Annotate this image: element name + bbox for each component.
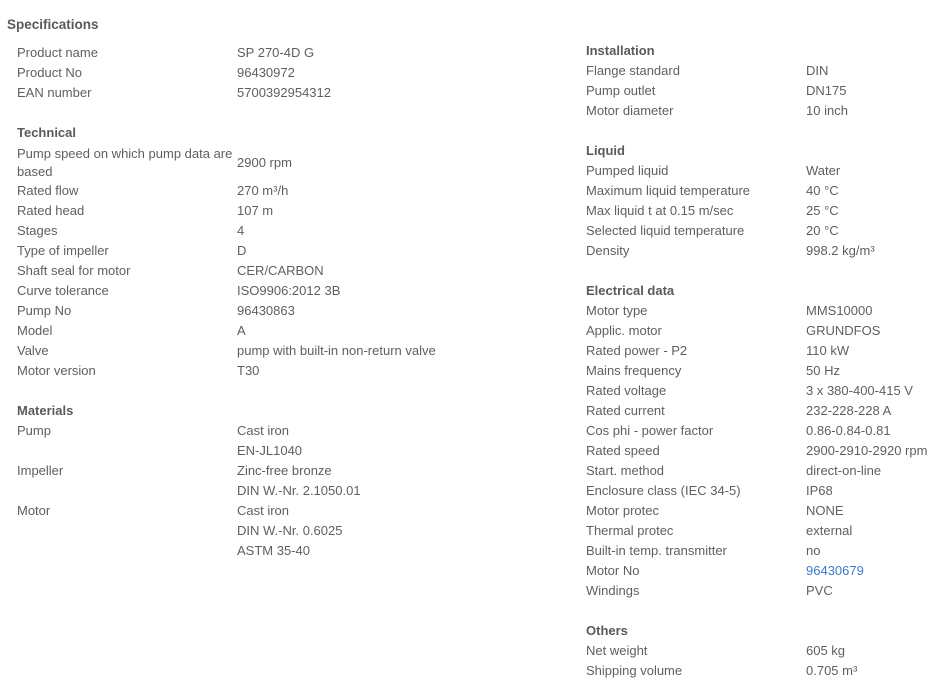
- spec-label: Mains frequency: [586, 363, 682, 378]
- spec-label: Pumped liquid: [586, 163, 669, 178]
- spec-value: PVC: [806, 583, 833, 598]
- spec-value: 96430863: [237, 303, 295, 318]
- spec-label: Motor type: [586, 303, 648, 318]
- spec-label: Cos phi - power factor: [586, 423, 714, 438]
- page-title: Specifications: [7, 17, 99, 32]
- section-heading-liquid: Liquid: [586, 143, 625, 158]
- motor-no-link[interactable]: 96430679: [806, 563, 864, 578]
- spec-value: T30: [237, 363, 260, 378]
- spec-value: ASTM 35-40: [237, 543, 310, 558]
- spec-label: Pump: [17, 423, 51, 438]
- spec-label: Pump speed on which pump data are based: [17, 146, 233, 179]
- spec-label: Pump outlet: [586, 83, 656, 98]
- spec-value: GRUNDFOS: [806, 323, 881, 338]
- spec-value: 10 inch: [806, 103, 848, 118]
- spec-label: Curve tolerance: [17, 283, 109, 298]
- spec-label: Built-in temp. transmitter: [586, 543, 727, 558]
- spec-label: Type of impeller: [17, 243, 109, 258]
- spec-value: 110 kW: [806, 343, 850, 358]
- spec-value: Cast iron: [237, 423, 290, 438]
- spec-value: SP 270-4D G: [237, 45, 315, 60]
- spec-value: direct-on-line: [806, 463, 882, 478]
- section-heading-installation: Installation: [586, 43, 655, 58]
- spec-label: Pump No: [17, 303, 72, 318]
- spec-label: Rated speed: [586, 443, 660, 458]
- spec-label: Valve: [17, 343, 49, 358]
- spec-value: no: [806, 543, 821, 558]
- spec-value: EN-JL1040: [237, 443, 303, 458]
- spec-value: 2900-2910-2920 rpm: [806, 443, 928, 458]
- spec-value: IP68: [806, 483, 833, 498]
- spec-label: Max liquid t at 0.15 m/sec: [586, 203, 734, 218]
- section-heading-electrical: Electrical data: [586, 283, 675, 298]
- spec-value: Cast iron: [237, 503, 290, 518]
- spec-value: DN175: [806, 83, 847, 98]
- spec-value: Zinc-free bronze: [237, 463, 332, 478]
- spec-value: 25 °C: [806, 203, 839, 218]
- spec-value: pump with built-in non-return valve: [237, 343, 436, 358]
- spec-value: external: [806, 523, 853, 538]
- spec-label: Rated head: [17, 203, 85, 218]
- spec-value: DIN W.-Nr. 0.6025: [237, 523, 343, 538]
- spec-value: 2900 rpm: [237, 155, 292, 170]
- spec-label: Rated voltage: [586, 383, 667, 398]
- spec-label: EAN number: [17, 85, 92, 100]
- spec-value: A: [237, 323, 246, 338]
- spec-value: 50 Hz: [806, 363, 840, 378]
- spec-label: Density: [586, 243, 630, 258]
- spec-value: DIN: [806, 63, 829, 78]
- spec-value: 40 °C: [806, 183, 839, 198]
- spec-value: 0.705 m³: [806, 663, 858, 678]
- spec-value: 3 x 380-400-415 V: [806, 383, 913, 398]
- spec-value: 270 m³/h: [237, 183, 289, 198]
- spec-label: Motor version: [17, 363, 96, 378]
- section-heading-materials: Materials: [17, 403, 74, 418]
- spec-label: Start. method: [586, 463, 665, 478]
- spec-label: Motor No: [586, 563, 640, 578]
- spec-value: 4: [237, 223, 245, 238]
- spec-value: D: [237, 243, 247, 258]
- spec-label: Shaft seal for motor: [17, 263, 131, 278]
- spec-value: ISO9906:2012 3B: [237, 283, 341, 298]
- spec-label: Thermal protec: [586, 523, 674, 538]
- spec-value: NONE: [806, 503, 844, 518]
- spec-label: Stages: [17, 223, 58, 238]
- spec-label: Windings: [586, 583, 640, 598]
- spec-label: Rated flow: [17, 183, 79, 198]
- section-heading-technical: Technical: [17, 125, 77, 140]
- spec-value: 107 m: [237, 203, 274, 218]
- spec-label: Product name: [17, 45, 98, 60]
- spec-label: Motor diameter: [586, 103, 674, 118]
- spec-value: CER/CARBON: [237, 263, 324, 278]
- spec-value: 5700392954312: [237, 85, 331, 100]
- spec-value: 20 °C: [806, 223, 839, 238]
- spec-label: Model: [17, 323, 53, 338]
- spec-value: 605 kg: [806, 643, 846, 658]
- spec-label: Rated current: [586, 403, 665, 418]
- spec-value: 0.86-0.84-0.81: [806, 423, 891, 438]
- spec-label: Product No: [17, 65, 83, 80]
- spec-label: Motor: [17, 503, 51, 518]
- spec-label: Enclosure class (IEC 34-5): [586, 483, 741, 498]
- spec-label: Flange standard: [586, 63, 680, 78]
- spec-value: DIN W.-Nr. 2.1050.01: [237, 483, 361, 498]
- spec-label: Selected liquid temperature: [586, 223, 745, 238]
- spec-label: Net weight: [586, 643, 648, 658]
- section-heading-others: Others: [586, 623, 628, 638]
- spec-label: Maximum liquid temperature: [586, 183, 751, 198]
- spec-label: Motor protec: [586, 503, 659, 518]
- spec-label: Impeller: [17, 463, 64, 478]
- spec-label: Shipping volume: [586, 663, 683, 678]
- spec-label: Rated power - P2: [586, 343, 688, 358]
- spec-value: 998.2 kg/m³: [806, 243, 875, 258]
- spec-value: Water: [806, 163, 841, 178]
- spec-value: 96430972: [237, 65, 295, 80]
- spec-value: 232-228-228 A: [806, 403, 892, 418]
- spec-value: MMS10000: [806, 303, 873, 318]
- spec-label: Applic. motor: [586, 323, 662, 338]
